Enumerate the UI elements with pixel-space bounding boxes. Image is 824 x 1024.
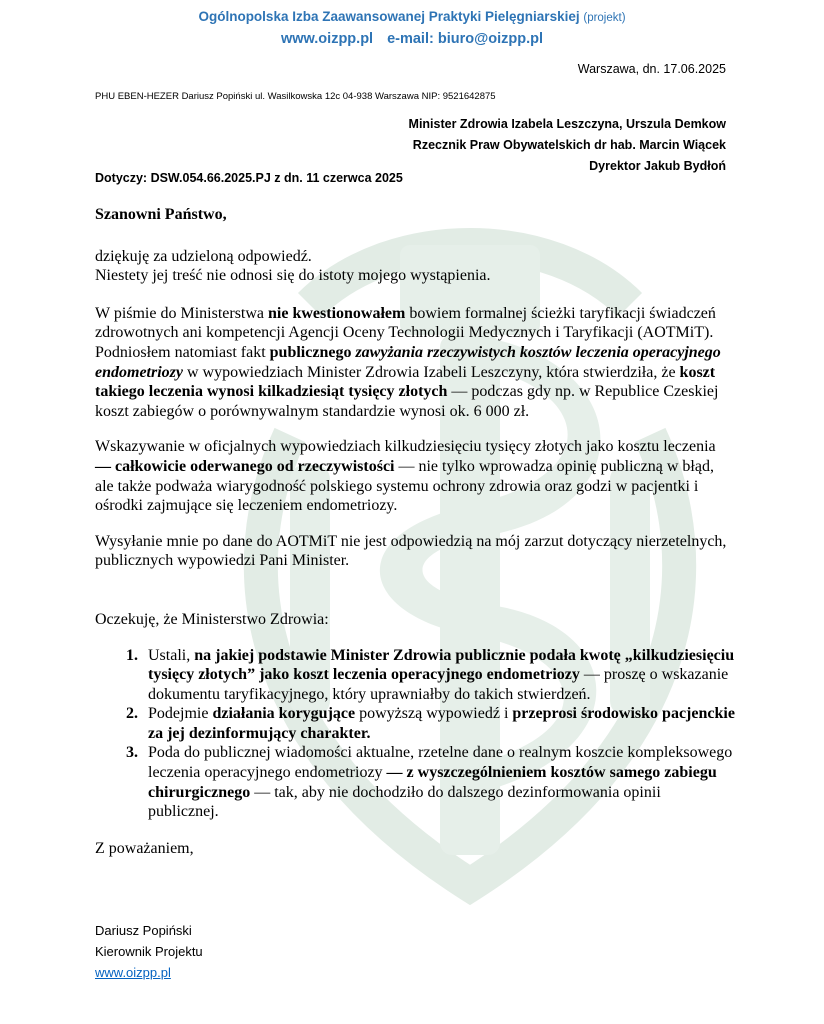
list-item (142, 646, 735, 705)
recipients-block (409, 114, 726, 177)
paragraph-thanks (95, 247, 735, 286)
text-span: — proszę o wskazanie dokumentu taryfikacyjnego, który uprawniałby do takich stwierdzeń. (148, 666, 729, 703)
org-website[interactable]: www.oizpp.pl (280, 31, 374, 47)
bold-italic-span: zawyżania rzeczywistych kosztów leczenia operacyjnego endometriozy (95, 343, 721, 381)
text-span: w wypowiedziach Minister Zdrowia Izabeli Leszczyny, która stwierdziła, że (183, 363, 680, 381)
bold-span: przeprosi środowisko pacjenckie za jej dezinformujący charakter. (148, 705, 735, 742)
text-span: — podczas gdy np. w Republice Czeskiej koszt zabiegów o porównywalnym standardzie wynosi ok. 6 000 zł. (95, 383, 719, 420)
paragraph-official-statements (95, 437, 735, 515)
text-span: Poda do publicznej wiadomości aktualne, rzetelne dane o realnym koszcie kompleksowego leczenia operacyjnego endometriozy (148, 744, 733, 782)
org-name: Ogólnopolska Izba Zaawansowanej Praktyki Pielęgniarskiej (198, 9, 580, 24)
recipient-line: Minister Zdrowia Izabela Leszczyna, Urszula Demkow (408, 117, 726, 131)
list-item (142, 704, 735, 743)
recipient-line: Dyrektor Jakub Bydłoń (589, 159, 726, 173)
paragraph-aotmit: Wysyłanie mnie po dane do AOTMiT nie jest odpowiedzią na mój zarzut dotyczący nierzetelnych, publicznych wypowiedzi Pani Minister. (95, 532, 727, 570)
greeting: Szanowni Państwo, (95, 206, 227, 223)
sender-line: PHU EBEN-HEZER Dariusz Popiński ul. Wasilkowska 12c 04-938 Warszawa NIP: 9521642875 (95, 91, 496, 102)
signature-block (95, 920, 203, 983)
letter-body (95, 205, 735, 858)
list-item (142, 743, 735, 821)
bold-span: na jakiej podstawie Minister Zdrowia publicznie podała kwotę „kilkudziesięciu tysięcy złotych” jako koszt leczenia operacyjnego endometriozy (148, 646, 735, 684)
text-span: Ustali, (148, 646, 195, 664)
bold-span: — całkowicie oderwanego od rzeczywistości (95, 457, 395, 475)
paragraph-expectations-intro: Oczekuję, że Ministerstwo Zdrowia: (95, 610, 329, 628)
org-email[interactable]: e-mail: biuro@oizpp.pl (387, 31, 543, 47)
closing: Z poważaniem, (95, 839, 194, 857)
signer-role: Kierownik Projektu (95, 944, 203, 959)
text-span: — nie tylko wprowadza opinię publiczną w błąd, ale także podważa wiarygodność polskiego systemu ochrony zdrowia oraz godzi w pacjentki i ośrodki zajmujące się leczeniem endometriozy. (95, 457, 714, 515)
text-span: Podniosłem natomiast fakt (95, 343, 270, 361)
text-span: — tak, aby nie dochodziło do dalszego dezinformowania opinii publicznej. (148, 783, 661, 821)
place-date: Warszawa, dn. 17.06.2025 (577, 62, 726, 76)
text-span: W piśmie do Ministerstwa (95, 304, 269, 322)
text-span: dziękuję za udzieloną odpowiedź. (95, 247, 312, 265)
bold-span: — z wyszczególnieniem kosztów samego zabiegu chirurgicznego (148, 764, 717, 801)
text-span: powyższą wypowiedź i (355, 705, 513, 723)
text-span: bowiem formalnej ścieżki taryfikacji świadczeń zdrowotnych ani kompetencji Agencji Oceny Technologii Medycznych i Taryfikacji (AOTMiT). (95, 304, 716, 342)
demands-list (95, 646, 735, 822)
signature-website-link[interactable]: www.oizpp.pl (95, 965, 171, 980)
org-status: (projekt) (583, 12, 626, 24)
letterhead-contact-line (0, 31, 824, 47)
letterhead-org-line (0, 9, 824, 24)
bold-span: publicznego (269, 343, 356, 361)
bold-span: koszt takiego leczenia wynosi kilkadziesiąt tysięcy złotych (95, 363, 716, 401)
text-span: Wskazywanie w oficjalnych wypowiedziach kilkudziesięciu tysięcy złotych jako kosztu leczenia (95, 438, 716, 456)
paragraph-not-questioned (95, 304, 735, 343)
reference-line: Dotyczy: DSW.054.66.2025.PJ z dn. 11 czerwca 2025 (95, 171, 403, 185)
recipient-line: Rzecznik Praw Obywatelskich dr hab. Marcin Wiącek (412, 138, 726, 152)
signer-name: Dariusz Popiński (95, 923, 192, 938)
paragraph-raised-fact (95, 343, 735, 421)
bold-span: działania korygujące (212, 705, 356, 723)
bold-span: nie kwestionowałem (268, 304, 406, 322)
text-span: Podejmie (148, 705, 213, 723)
text-span: Niestety jej treść nie odnosi się do istoty mojego wystąpienia. (95, 267, 491, 285)
